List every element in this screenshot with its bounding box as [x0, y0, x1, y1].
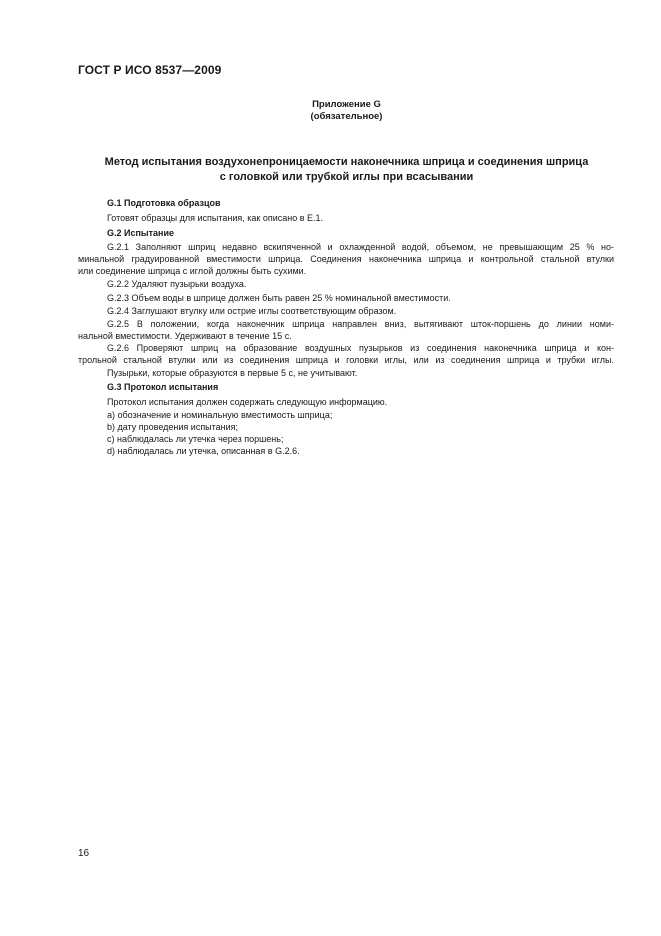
document-title-line-1: Метод испытания воздухонепроницаемости наконечника шприца и соединения шприца [104, 156, 589, 168]
paragraph-g2-5-line-2: нальной вместимости. Удерживают в течение 15 с. [78, 331, 292, 341]
paragraph-g2-1-line-2: минальной градуированной вместимости шприца. Соединения наконечника шприца и контрольной стальной втулки [78, 254, 614, 264]
paragraph-g2-2: G.2.2 Удаляют пузырьки воздуха. [107, 279, 247, 289]
section-heading-g1: G.1 Подготовка образцов [107, 198, 221, 208]
paragraph-g2-4: G.2.4 Заглушают втулку или острие иглы соответствующим образом. [107, 306, 397, 316]
appendix-label: Приложение G [312, 99, 381, 110]
list-item: c) наблюдалась ли утечка через поршень; [107, 434, 284, 444]
paragraph-g2-6-line-1: G.2.6 Проверяют шприц на образование воздушных пузырьков из соединения наконечника шприца и кон- [107, 343, 614, 353]
paragraph-g1: Готовят образцы для испытания, как описано в Е.1. [107, 213, 324, 223]
paragraph-g2-3: G.2.3 Объем воды в шприце должен быть равен 25 % номинальной вместимости. [107, 293, 451, 303]
paragraph-g2-7: Пузырьки, которые образуются в первые 5 с, не учитывают. [107, 368, 358, 378]
list-item: d) наблюдалась ли утечка, описанная в G.2.6. [107, 446, 300, 456]
section-heading-g3: G.3 Протокол испытания [107, 382, 219, 392]
section-heading-g2: G.2 Испытание [107, 228, 174, 238]
paragraph-g3-intro: Протокол испытания должен содержать следующую информацию. [107, 397, 388, 407]
page-number: 16 [78, 848, 90, 859]
standard-code-header: ГОСТ Р ИСО 8537—2009 [78, 63, 222, 77]
list-item: a) обозначение и номинальную вместимость шприца; [107, 410, 333, 420]
list-item: b) дату проведения испытания; [107, 422, 239, 432]
paragraph-g2-5-line-1: G.2.5 В положении, когда наконечник шприца направлен вниз, вытягивают шток-поршень до линии номи- [107, 319, 614, 329]
paragraph-g2-1-line-1: G.2.1 Заполняют шприц недавно вскипяченной и охлажденной водой, объемом, не превышающим 25 % но- [107, 242, 614, 252]
paragraph-g2-6-line-2: трольной стальной втулки или из соединения шприца и головки иглы, или из соединения шприца и трубки иглы. [78, 355, 614, 365]
paragraph-g2-1-line-3: или соединение шприца с иглой должны быть сухими. [78, 266, 307, 276]
appendix-status: (обязательное) [310, 111, 383, 122]
document-title-line-2: с головкой или трубкой иглы при всасывании [219, 171, 474, 183]
